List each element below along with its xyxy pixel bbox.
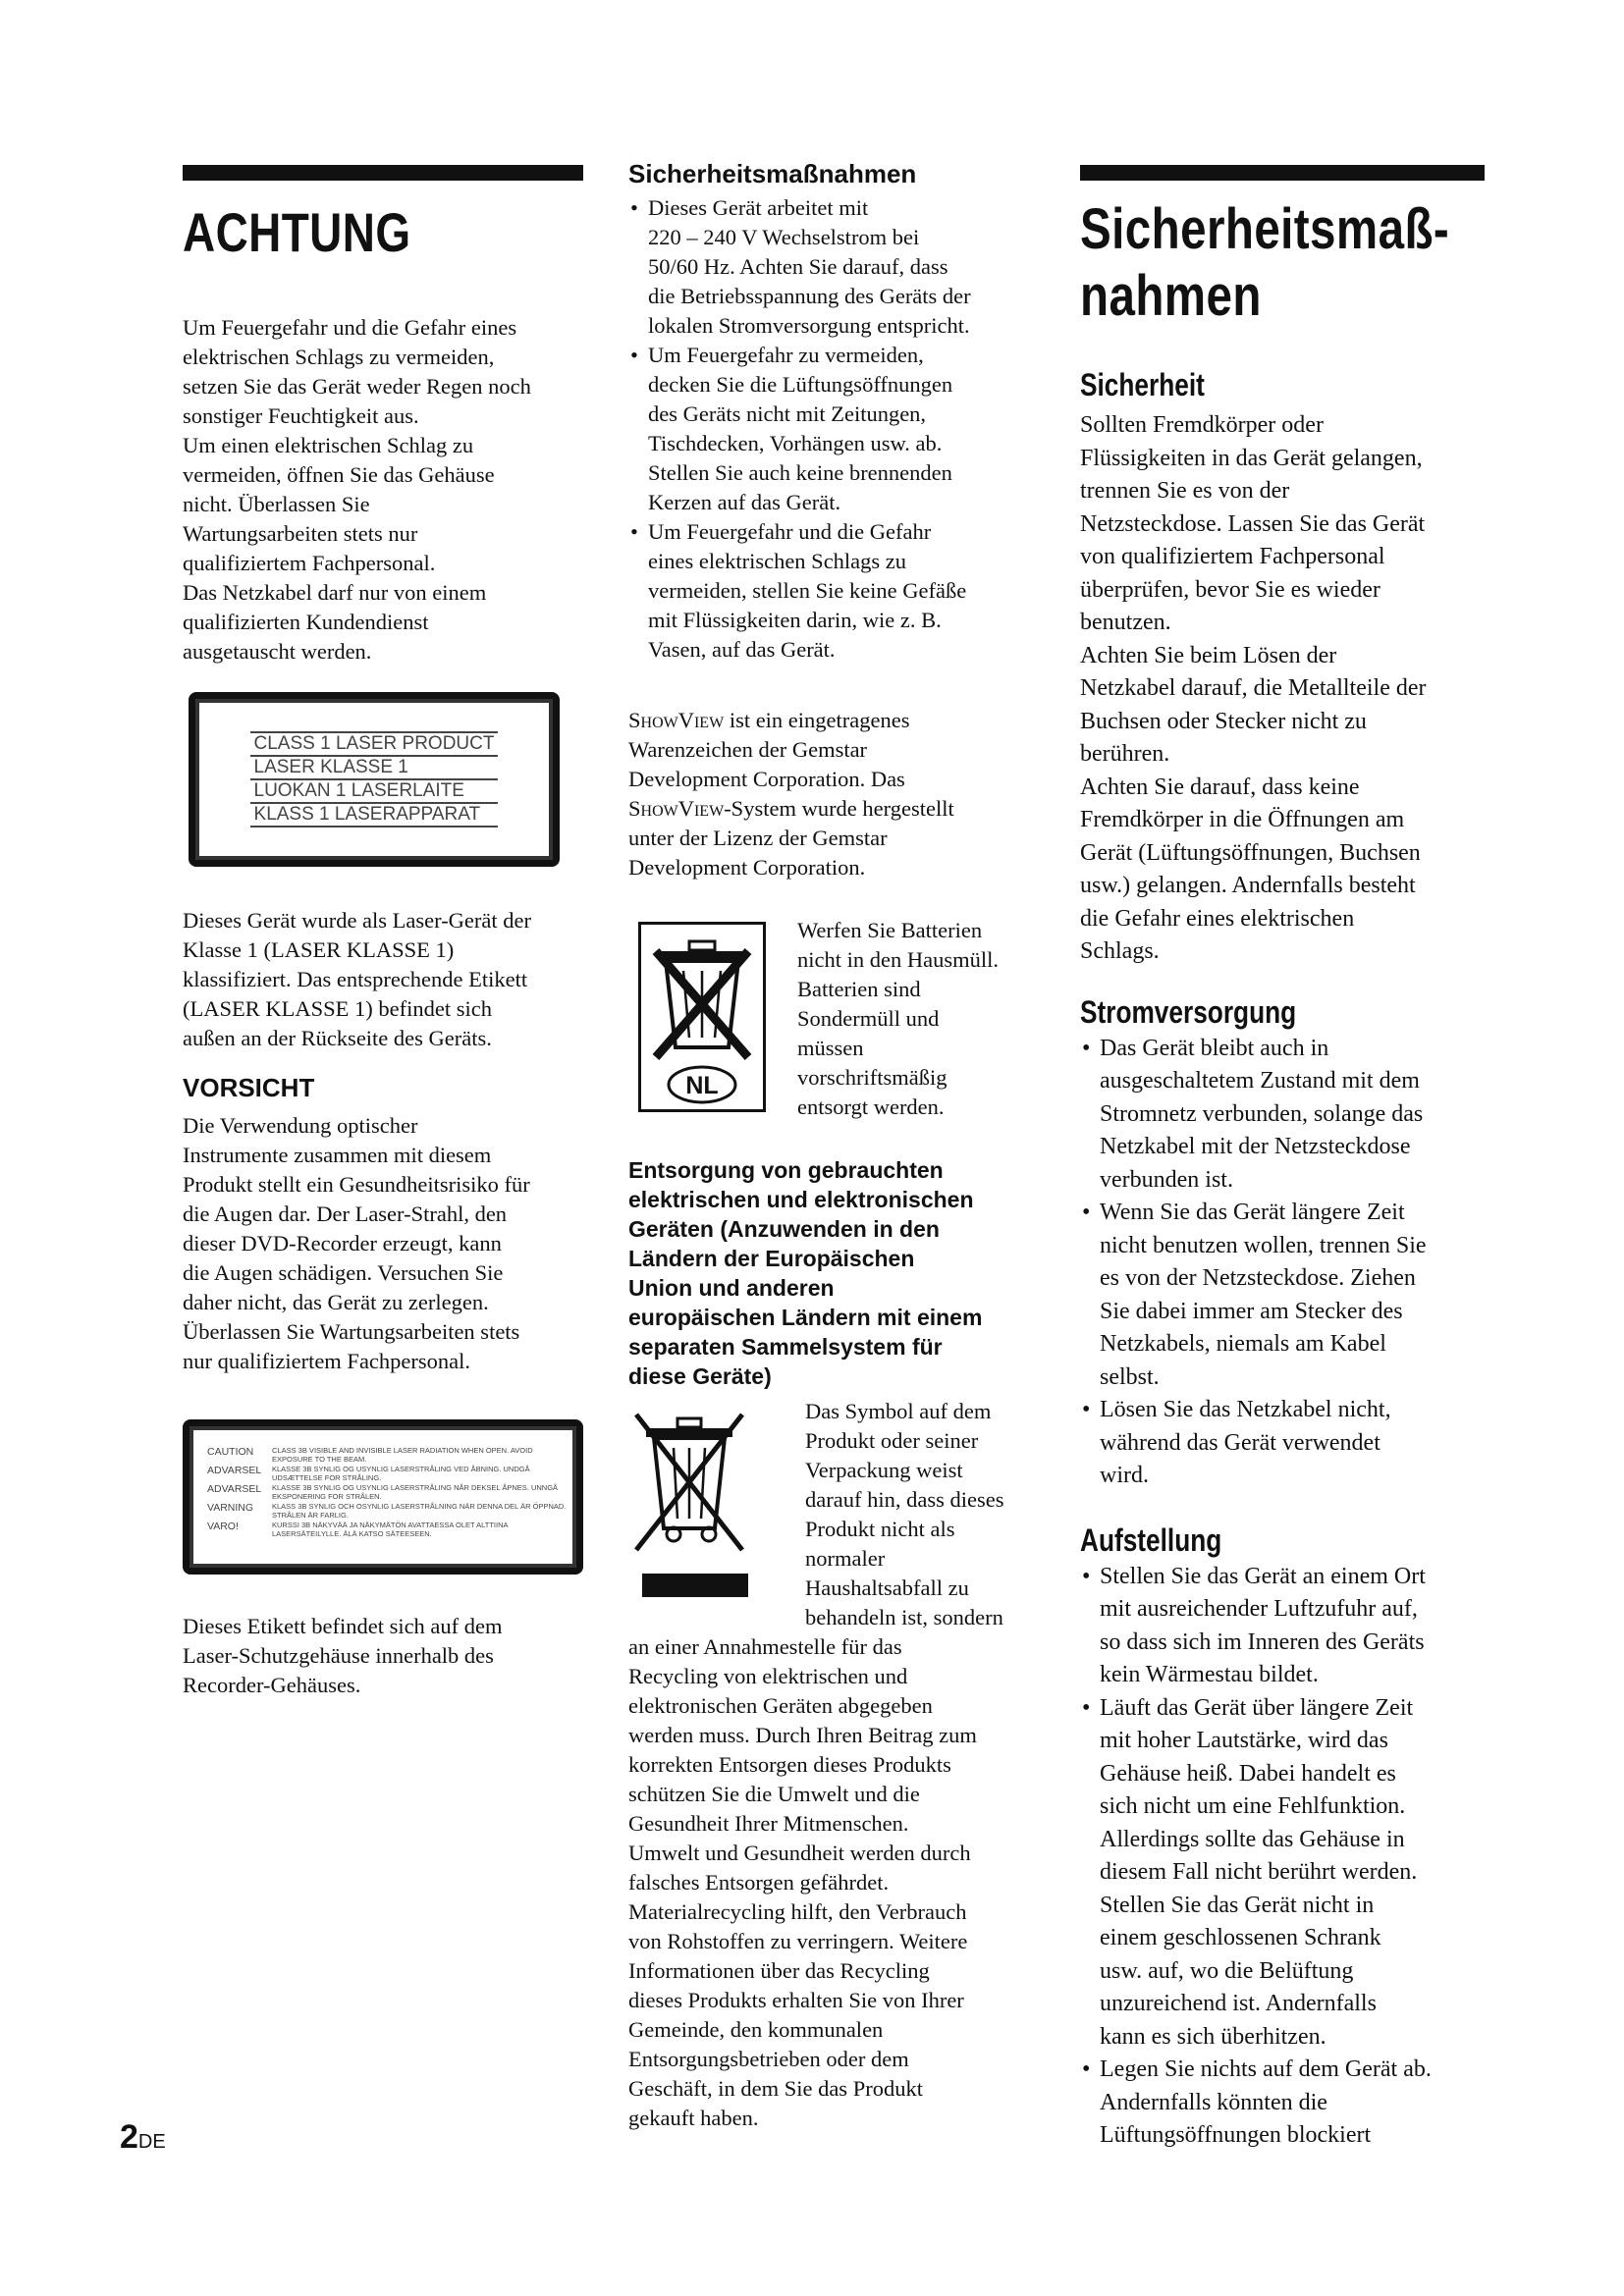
text-line: die Gefahr eines elektrischen (1080, 905, 1355, 932)
text-line: diese Geräte) (628, 1363, 772, 1389)
weee-bin-icon (630, 1403, 748, 1605)
caution-row (203, 1483, 570, 1502)
text-line: von Rohstoffen zu verringern. Weitere (628, 1929, 968, 1953)
battery-icon-label: NL (685, 1072, 719, 1099)
aufstellung-heading: Aufstellung (1080, 1522, 1222, 1558)
sicherheit-text (1080, 409, 1485, 969)
bullet-line: • Um Feuergefahr zu vermeiden, (648, 343, 924, 367)
text-line: gekauft haben. (628, 2106, 759, 2130)
text-line: usw.) gelangen. Andernfalls besteht (1080, 873, 1416, 898)
column-left (183, 165, 583, 1700)
stromversorgung-bullets (1080, 1033, 1485, 1493)
text-line: vorschriftsmäßig (797, 1065, 947, 1090)
showview-line: -System wurde hergestellt (724, 796, 954, 821)
text-line: klassifiziert. Das entsprechende Etikett (183, 967, 528, 991)
safety-bullets (628, 193, 1031, 665)
text-line: dieses Produkts erhalten Sie von Ihrer (628, 1988, 964, 2012)
text-line: Geschäft, in dem Sie das Produkt (628, 2076, 923, 2101)
showview-line: Development Corporation. (628, 855, 866, 880)
bullet-line: • Um Feuergefahr und die Gefahr (648, 519, 932, 544)
bullet-line: • Stellen Sie das Gerät an einem Ort (1100, 1563, 1426, 1589)
text-line: schützen Sie die Umwelt und die (628, 1782, 920, 1806)
text-line: Ländern der Europäischen (628, 1246, 915, 1271)
text-line: elektronischen Geräten abgegeben (628, 1693, 933, 1718)
bullet-line: kann es sich überhitzen. (1100, 2023, 1326, 2050)
text-line: Instrumente zusammen mit diesem (183, 1143, 492, 1167)
text-line: außen an der Rückseite des Geräts. (183, 1026, 492, 1050)
text-line: benutzen. (1080, 610, 1171, 635)
text-line: Die Verwendung optischer (183, 1113, 418, 1138)
showview-line: Warenzeichen der Gemstar (628, 737, 868, 762)
bullet-line: während das Gerät verwendet (1100, 1429, 1380, 1456)
caution-language: CAUTION (207, 1446, 254, 1458)
text-line: setzen Sie das Gerät weder Regen noch (183, 374, 531, 399)
text-line: Klasse 1 (LASER KLASSE 1) (183, 937, 455, 962)
text-line: elektrischen Schlags zu vermeiden, (183, 345, 495, 369)
text-line: Gemeinde, den kommunalen (628, 2017, 884, 2042)
bullet-line: Gehäuse heiß. Dabei handelt es (1100, 1760, 1396, 1787)
text-line: qualifizierten Kundendienst (183, 610, 429, 634)
text-line: Materialrecycling hilft, den Verbrauch (628, 1899, 967, 1924)
caution-text: KLASS 3B SYNLIG OCH OSYNLIG LASERSTRÅLNING NÄR DENNA DEL ÄR ÖPPNAD. STRÅLEN ÄR FARLIG. (272, 1502, 567, 1520)
bullet-line: Netzkabels, niemals am Kabel (1100, 1331, 1386, 1357)
bullet-line: kein Wärmestau bildet. (1100, 1662, 1319, 1687)
text-line: korrekten Entsorgen dieses Produkts (628, 1752, 951, 1777)
stromversorgung-heading: Stromversorgung (1080, 993, 1297, 1030)
text-line: müssen (797, 1036, 864, 1060)
text-line: Recorder-Gehäuses. (183, 1673, 361, 1697)
text-line: an einer Annahmestelle für das (628, 1634, 902, 1659)
caution-row (203, 1521, 570, 1539)
bullet-line: einem geschlossenen Schrank (1100, 1925, 1381, 1950)
showview-brand: ShowView (628, 796, 725, 821)
caution-row (203, 1502, 570, 1521)
caution-row (203, 1446, 570, 1465)
caution-text: CLASS 3B VISIBLE AND INVISIBLE LASER RADIATION WHEN OPEN. AVOID EXPOSURE TO THE BEAM. (272, 1446, 533, 1464)
bullet-line: Andernfalls könnten die (1100, 2089, 1327, 2115)
bullet-line: die Betriebsspannung des Geräts der (648, 284, 971, 308)
section-rule (1080, 165, 1485, 181)
bullet-line: ausgeschaltetem Zustand mit dem (1100, 1068, 1420, 1094)
section-rule (183, 165, 583, 181)
bullet-line: so dass sich im Inneren des Geräts (1100, 1629, 1425, 1655)
bullet-line: 220 – 240 V Wechselstrom bei (648, 225, 920, 249)
vorsicht-text (183, 1111, 583, 1376)
bullet-line: Stromnetz verbunden, solange das (1100, 1100, 1424, 1127)
bullet-item (1080, 1197, 1485, 1394)
text-line: nicht. Überlassen Sie (183, 492, 370, 516)
text-line: Schlags. (1080, 938, 1160, 964)
text-line: entsorgt werden. (797, 1095, 945, 1119)
text-line: Das Netzkabel darf nur von einem (183, 580, 487, 605)
sicherheit-heading: Sicherheit (1080, 367, 1205, 402)
caution-table (203, 1446, 570, 1539)
sicherheitsmassnahmen-heading: Sicherheitsmaßnahmen (628, 159, 917, 188)
text-line: Flüssigkeiten in das Gerät gelangen, (1080, 445, 1423, 471)
text-line: sonstiger Feuchtigkeit aus. (183, 403, 419, 428)
text-line: die Augen schädigen. Versuchen Sie (183, 1260, 504, 1285)
bullet-item (1080, 1394, 1485, 1493)
text-line: qualifiziertem Fachpersonal. (183, 551, 436, 575)
text-line: Um einen elektrischen Schlag zu (183, 433, 474, 457)
text-line: Werfen Sie Batterien (797, 918, 983, 942)
page-number-suffix: DE (137, 2131, 166, 2153)
text-line: nur qualifiziertem Fachpersonal. (183, 1349, 471, 1373)
text-line: Batterien sind (797, 977, 921, 1001)
bullet-line: vermeiden, stellen Sie keine Gefäße (648, 578, 967, 603)
caution-language: VARO! (207, 1521, 239, 1532)
column-middle (628, 159, 1031, 2133)
bullet-line: nicht benutzen wollen, trennen Sie (1100, 1232, 1427, 1258)
bullet-line: es von der Netzsteckdose. Ziehen (1100, 1265, 1416, 1291)
text-line: Gerät (Lüftungsöffnungen, Buchsen (1080, 839, 1421, 866)
bullet-line: • Läuft das Gerät über längere Zeit (1100, 1694, 1414, 1721)
text-line: die Augen dar. Der Laser-Strahl, den (183, 1201, 508, 1226)
text-line: Sondermüll und (797, 1006, 940, 1031)
text-line: Geräten (Anzuwenden in den (628, 1216, 940, 1242)
laser-class1-label-text (250, 731, 499, 828)
text-line: LASER KLASSE 1 (250, 757, 499, 780)
bullet-item (1080, 1033, 1485, 1198)
battery-text (797, 916, 1033, 1122)
text-line: Entsorgungsbetrieben oder dem (628, 2047, 909, 2071)
text-line: Sollten Fremdkörper oder (1080, 412, 1324, 438)
bullet-line: mit ausreichender Luftzufuhr auf, (1100, 1596, 1418, 1622)
text-line: LUOKAN 1 LASERLAITE (250, 780, 499, 804)
text-line: Achten Sie beim Lösen der (1080, 642, 1337, 668)
bullet-line: wird. (1100, 1463, 1149, 1488)
heading-line: nahmen (1080, 264, 1262, 328)
bullet-line: 50/60 Hz. Achten Sie darauf, dass (648, 254, 948, 279)
bullet-line: Sie dabei immer am Stecker des (1100, 1298, 1403, 1324)
showview-brand: ShowView (628, 708, 725, 732)
text-line: werden muss. Durch Ihren Beitrag zum (628, 1723, 977, 1747)
bullet-item (1080, 2054, 1485, 2153)
caution-text: KLASSE 3B SYNLIG OG USYNLIG LASERSTRÅLING NÅR DEKSEL ÅPNES. UNNGÅ EKSPONERING FOR STRÅLEN. (272, 1483, 559, 1501)
caution-language: VARNING (207, 1502, 254, 1514)
text-line: Netzsteckdose. Lassen Sie das Gerät (1080, 510, 1426, 537)
heading-line: Sicherheitsmaß- (1080, 197, 1450, 261)
battery-notice (628, 916, 1031, 1126)
bullet-line: Stellen Sie das Gerät nicht in (1100, 1892, 1375, 1918)
bullet-line: Stellen Sie auch keine brennenden (648, 460, 952, 485)
bullet-item (628, 193, 1031, 341)
text-line: Laser-Schutzgehäuse innerhalb des (183, 1643, 494, 1668)
laser-class-text (183, 906, 583, 1053)
caution-row (203, 1465, 570, 1483)
bullet-line: Vasen, auf das Gerät. (648, 637, 836, 662)
text-line: überprüfen, bevor Sie es wieder (1080, 576, 1380, 603)
page-number-digit: 2 (120, 2118, 138, 2156)
text-line: Gesundheit Ihrer Mitmenschen. (628, 1811, 909, 1836)
caution-language: ADVARSEL (207, 1465, 262, 1476)
bullet-line: diesem Fall nicht berührt werden. (1100, 1859, 1418, 1885)
bullet-line: • Wenn Sie das Gerät längere Zeit (1100, 1200, 1405, 1225)
bullet-line: Netzkabel mit der Netzsteckdose (1100, 1134, 1411, 1159)
text-line: Produkt oder seiner (805, 1428, 979, 1453)
text-line: Verpackung weist (805, 1458, 963, 1482)
laser-class1-label (189, 692, 560, 867)
weee-side-text (805, 1397, 1036, 1632)
achtung-intro (183, 313, 583, 667)
text-line: Um Feuergefahr und die Gefahr eines (183, 315, 517, 340)
bullet-line: mit Flüssigkeiten darin, wie z. B. (648, 608, 942, 632)
text-line: CLASS 1 LASER PRODUCT (250, 733, 499, 757)
bullet-line: eines elektrischen Schlags zu (648, 549, 907, 573)
bullet-line: lokalen Stromversorgung entspricht. (648, 313, 970, 338)
bullet-line: verbunden ist. (1100, 1166, 1233, 1193)
text-line: europäischen Ländern mit einem (628, 1305, 983, 1330)
text-line: (LASER KLASSE 1) befindet sich (183, 996, 492, 1021)
text-line: behandeln ist, sondern (805, 1605, 1003, 1629)
text-line: elektrischen und elektronischen (628, 1187, 974, 1212)
text-line: Das Symbol auf dem (805, 1399, 992, 1423)
text-line: separaten Sammelsystem für (628, 1334, 943, 1360)
text-line: Recycling von elektrischen und (628, 1664, 908, 1688)
text-line: Haushaltsabfall zu (805, 1575, 969, 1600)
text-line: Produkt stellt ein Gesundheitsrisiko für (183, 1172, 530, 1197)
text-line: Fremdkörper in die Öffnungen am (1080, 807, 1405, 832)
caution-text: KLASSE 3B SYNLIG OG USYNLIG LASERSTRÅLING VED ÅBNING. UNDGÅ UDSÆTTELSE FOR STRÅLING. (272, 1465, 530, 1482)
showview-line: Development Corporation. Das (628, 767, 905, 791)
aufstellung-bullets (1080, 1561, 1485, 2153)
achtung-heading: ACHTUNG (183, 201, 411, 263)
bullet-line: Tischdecken, Vorhängen usw. ab. (648, 431, 943, 455)
weee-notice (628, 1397, 1031, 1632)
bullet-line: des Geräts nicht mit Zeitungen, (648, 401, 927, 426)
bullet-item (1080, 1561, 1485, 1692)
label-location-text (183, 1612, 583, 1700)
bullet-line: usw. auf, wo die Belüftung (1100, 1957, 1354, 1984)
text-line: Wartungsarbeiten stets nur (183, 521, 418, 546)
text-line: darauf hin, dass dieses (805, 1487, 1004, 1512)
bullet-line: mit hoher Lautstärke, wird das (1100, 1728, 1388, 1753)
bullet-line: unzureichend ist. Andernfalls (1100, 1991, 1377, 2016)
bullet-item (628, 341, 1031, 517)
bullet-line: Lüftungsöffnungen blockiert (1100, 2122, 1372, 2148)
bullet-line: Allerdings sollte das Gehäuse in (1100, 1826, 1405, 1852)
text-line: normaler (805, 1546, 886, 1571)
page-number (120, 2118, 166, 2157)
text-line: dieser DVD-Recorder erzeugt, kann (183, 1231, 502, 1255)
bullet-line: • Legen Sie nichts auf dem Gerät ab. (1100, 2056, 1432, 2082)
text-line: daher nicht, das Gerät zu zerlegen. (183, 1290, 489, 1314)
text-line: ausgetauscht werden. (183, 639, 372, 664)
caution-language: ADVARSEL (207, 1483, 262, 1495)
bullet-item (1080, 1692, 1485, 2055)
text-line: Dieses Etikett befindet sich auf dem (183, 1614, 503, 1638)
bullet-line: decken Sie die Lüftungsöffnungen (648, 372, 953, 397)
weee-heading (628, 1155, 1031, 1391)
column-right (1080, 165, 1485, 2153)
text-line: von qualifiziertem Fachpersonal (1080, 544, 1385, 569)
bullet-line: • Lösen Sie das Netzkabel nicht, (1100, 1397, 1391, 1422)
text-line: Entsorgung von gebrauchten (628, 1157, 944, 1183)
text-line: nicht in den Hausmüll. (797, 947, 999, 972)
bullet-line: selbst. (1100, 1363, 1160, 1390)
text-line: Netzkabel darauf, die Metallteile der (1080, 675, 1427, 701)
caution-text: KURSSI 3B NÄKYVÄÄ JA NÄKYMÄTÖN AVATTAESSA OLET ALTTIINA LASERSÄTEILYLLE. ÄLÄ KATSO SÄTEESEEN. (272, 1521, 509, 1538)
text-line: trennen Sie es von der (1080, 478, 1290, 504)
text-line: Umwelt und Gesundheit werden durch (628, 1841, 971, 1865)
showview-text (628, 706, 1031, 882)
text-line: berühren. (1080, 741, 1170, 767)
bullet-line: • Das Gerät bleibt auch in (1100, 1035, 1329, 1061)
bullet-item (628, 517, 1031, 665)
vorsicht-heading: VORSICHT (183, 1073, 315, 1102)
bullet-line: Kerzen auf das Gerät. (648, 490, 841, 514)
text-line: vermeiden, öffnen Sie das Gehäuse (183, 462, 495, 487)
weee-rest-text (628, 1632, 1031, 2133)
text-line: Union und anderen (628, 1275, 835, 1301)
text-line: Buchsen oder Stecker nicht zu (1080, 708, 1367, 734)
battery-disposal-icon (638, 922, 766, 1112)
sicherheitsmassnahmen-main-heading (1080, 196, 1483, 330)
showview-line: unter der Lizenz der Gemstar (628, 826, 888, 850)
text-line: KLASS 1 LASERAPPARAT (250, 804, 499, 828)
bullet-line: • Dieses Gerät arbeitet mit (648, 195, 869, 220)
text-line: Dieses Gerät wurde als Laser-Gerät der (183, 908, 532, 933)
bullet-line: sich nicht um eine Fehlfunktion. (1100, 1793, 1406, 1819)
text-line: Produkt nicht als (805, 1517, 955, 1541)
text-line: falsches Entsorgen gefährdet. (628, 1870, 890, 1895)
text-line: Achten Sie darauf, dass keine (1080, 774, 1360, 800)
text-line: Informationen über das Recycling (628, 1958, 930, 1983)
laser-caution-label (183, 1419, 583, 1575)
text-line: Überlassen Sie Wartungsarbeiten stets (183, 1319, 520, 1344)
showview-line: ist ein eingetragenes (724, 708, 910, 732)
